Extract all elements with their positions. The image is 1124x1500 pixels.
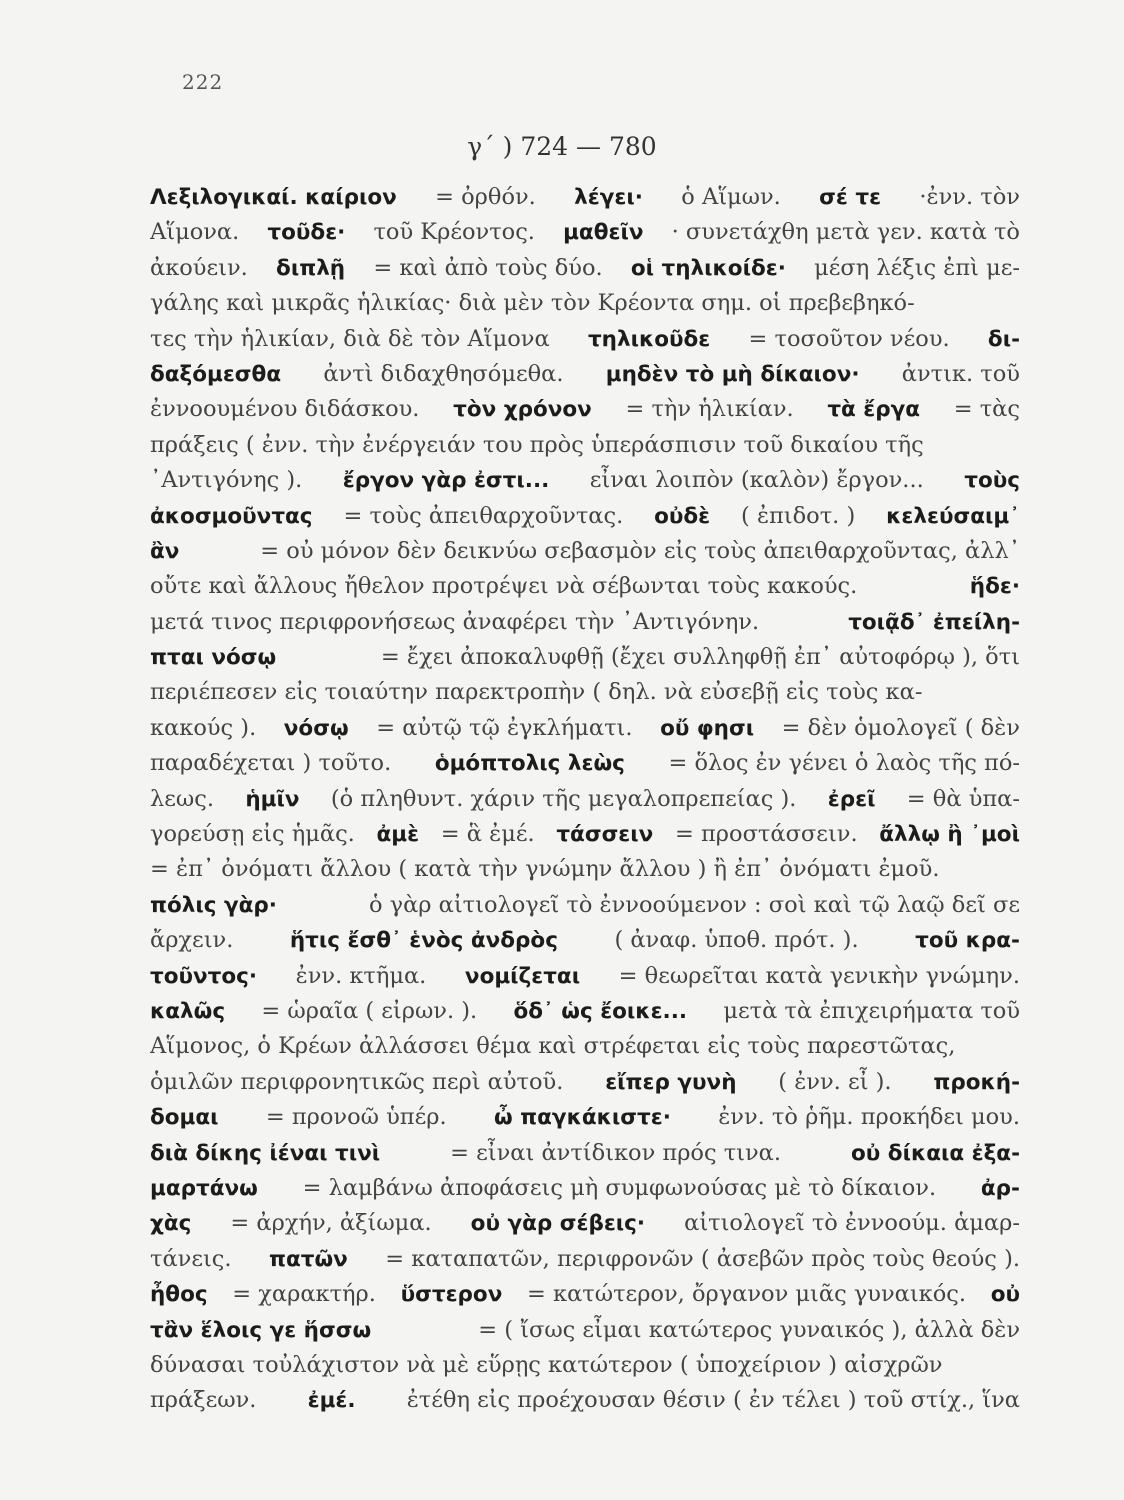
text-line bbox=[150, 1029, 1020, 1064]
gloss-text: = ὅλος ἐν γένει ὁ λαὸς τῆς πό- bbox=[668, 750, 1020, 777]
gloss-text: τοῦ Κρέοντος. bbox=[373, 219, 535, 246]
text-line bbox=[150, 569, 1020, 604]
gloss-text: = κατώτερον, ὄργανον μιᾶς γυναικός. bbox=[527, 1281, 967, 1308]
gloss-text: = ἀρχήν, ἀξίωμα. bbox=[230, 1210, 432, 1237]
gloss-text: ἐνν. κτῆμα. bbox=[295, 962, 427, 989]
text-line bbox=[150, 428, 1020, 463]
gloss-text: = τοσοῦτον νέου. bbox=[748, 325, 950, 352]
text-line bbox=[150, 1136, 1020, 1171]
gloss-text: ᾿Αντιγόνης ). bbox=[150, 467, 303, 494]
text-line bbox=[150, 215, 1020, 250]
lemma-term: ὅδ᾿ ὡς ἔοικε... bbox=[513, 998, 688, 1024]
text-line bbox=[150, 1277, 1020, 1312]
lemma-term: τοῦ κρα- bbox=[915, 928, 1020, 954]
lemma-term: ἡμῖν bbox=[245, 786, 300, 812]
gloss-text: = ἃ ἐμέ. bbox=[440, 821, 535, 848]
lemma-term: ὁμόπτολις λεὼς bbox=[434, 751, 625, 777]
text-line bbox=[150, 711, 1020, 746]
lemma-term: χὰς bbox=[150, 1211, 192, 1237]
lemma-term: ἐμέ. bbox=[307, 1388, 356, 1414]
gloss-text: Αἵμονα. bbox=[150, 219, 240, 246]
lemma-term: ὦ παγκάκιστε· bbox=[493, 1105, 671, 1131]
gloss-text: = ( ἴσως εἶμαι κατώτερος γυναικός ), ἀλλὰ δὲν bbox=[478, 1316, 1020, 1343]
gloss-text: = οὐ μόνον δὲν δεικνύω σεβασμὸν εἰς τοὺς ἀπειθαρχοῦντας, ἀλλ᾿ bbox=[260, 537, 1020, 564]
lemma-term: διὰ δίκης ἰέναι τινὶ bbox=[150, 1140, 381, 1166]
gloss-text: = χαρακτήρ. bbox=[232, 1281, 376, 1308]
lemma-term: νομίζεται bbox=[464, 963, 581, 989]
lemma-term: οὐδὲ bbox=[654, 503, 711, 529]
text-line bbox=[150, 852, 1020, 887]
gloss-text: (ὁ πληθυντ. χάριν τῆς μεγαλοπρεπείας ). bbox=[330, 785, 797, 812]
gloss-text: λεως. bbox=[150, 785, 215, 812]
text-line bbox=[150, 534, 1020, 569]
lemma-term: τάσσειν bbox=[556, 822, 654, 848]
lemma-term: λέγει· bbox=[574, 185, 643, 210]
lemma-term: τὰ ἔργα bbox=[827, 397, 921, 423]
text-line bbox=[150, 817, 1020, 852]
gloss-text: = προστάσσειν. bbox=[675, 821, 858, 848]
gloss-text: = θεωρεῖται κατὰ γενικὴν γνώμην. bbox=[618, 962, 1020, 989]
gloss-text: = ὀρθόν. bbox=[435, 184, 536, 210]
lemma-term: προκή- bbox=[933, 1069, 1020, 1095]
lemma-term: οὐ bbox=[990, 1282, 1020, 1308]
lemma-term: οὔ φησι bbox=[660, 715, 755, 741]
gloss-text: ὁ Αἵμων. bbox=[681, 184, 781, 210]
text-line bbox=[150, 605, 1020, 640]
gloss-text: μετά τινος περιφρονήσεως ἀναφέρει τὴν ᾿Αντιγόνην. bbox=[150, 608, 760, 635]
text-line bbox=[150, 499, 1020, 534]
lemma-term: οὐ δίκαια ἐξα- bbox=[851, 1140, 1020, 1166]
lemma-term: μαθεῖν bbox=[563, 220, 644, 246]
text-line bbox=[150, 322, 1020, 357]
lemma-term: τοὺς bbox=[964, 468, 1020, 494]
gloss-text: = αὐτῷ τῷ ἐγκλήματι. bbox=[376, 714, 633, 741]
gloss-text: ( ἐνν. εἶ ). bbox=[778, 1068, 892, 1095]
gloss-text: = δὲν ὁμολογεῖ ( δὲν bbox=[781, 714, 1020, 741]
gloss-text: ἀντὶ διδαχθησόμεθα. bbox=[323, 360, 564, 387]
lemma-term: δομαι bbox=[150, 1105, 219, 1131]
lemma-term: ἥδε· bbox=[969, 574, 1020, 600]
gloss-text: παραδέχεται ) τοῦτο. bbox=[150, 750, 392, 777]
text-line bbox=[150, 1100, 1020, 1135]
gloss-text: = λαμβάνω ἀποφάσεις μὴ συμφωνούσας μὲ τὸ δίκαιον. bbox=[302, 1174, 937, 1201]
gloss-text: ἐτέθη εἰς προέχουσαν θέσιν ( ἐν τέλει ) τοῦ στίχ., ἵνα bbox=[406, 1387, 1020, 1414]
gloss-text: = καταπατῶν, περιφρονῶν ( ἀσεβῶν πρὸς τοὺς θεούς ). bbox=[385, 1245, 1020, 1272]
text-line bbox=[150, 1313, 1020, 1348]
section-heading: γ΄ ) 724 — 780 bbox=[467, 132, 657, 161]
page-number: 222 bbox=[182, 70, 224, 94]
text-line bbox=[150, 1171, 1020, 1206]
gloss-text: ( ἐπιδοτ. ) bbox=[741, 502, 856, 529]
gloss-text: = θὰ ὑπα- bbox=[906, 785, 1020, 812]
lemma-term: πόλις γὰρ· bbox=[150, 892, 277, 918]
gloss-text: · συνετάχθη μετὰ γεν. κατὰ τὸ bbox=[671, 219, 1020, 246]
gloss-text: ἀκούειν. bbox=[150, 254, 248, 281]
text-line bbox=[150, 463, 1020, 498]
gloss-text: εἶναι λοιπὸν (καλὸν) ἔργον... bbox=[589, 467, 924, 494]
gloss-text: = τὴν ἡλικίαν. bbox=[625, 396, 794, 423]
gloss-text: = ἔχει ἀποκαλυφθῇ (ἔχει συλληφθῇ ἐπ᾿ αὐτοφόρῳ ), ὅτι bbox=[380, 644, 1020, 671]
lemma-term: ἀρ- bbox=[980, 1175, 1020, 1201]
gloss-text: μετὰ τὰ ἐπιχειρήματα τοῦ bbox=[723, 997, 1020, 1024]
lemma-term: μηδὲν τὸ μὴ δίκαιον· bbox=[605, 361, 860, 387]
lemma-term: ἦθος bbox=[150, 1282, 208, 1308]
gloss-text: = εἶναι ἀντίδικον πρός τινα. bbox=[450, 1139, 782, 1166]
gloss-text: ὁ γὰρ αἰτιολογεῖ τὸ ἐννοούμενον : σοὶ καὶ τῷ λαῷ δεῖ σε bbox=[368, 891, 1020, 918]
lemma-term: οὐ γὰρ σέβεις· bbox=[470, 1211, 646, 1237]
lemma-term: διπλῇ bbox=[276, 255, 346, 281]
lemma-term: μαρτάνω bbox=[150, 1175, 258, 1201]
lemma-term: πται νόσῳ bbox=[150, 645, 277, 671]
gloss-text: = τοὺς ἀπειθαρχοῦντας. bbox=[343, 502, 624, 529]
lemma-term: κελεύσαιμ᾿ bbox=[886, 503, 1020, 529]
lemma-term: τοῦδε· bbox=[267, 220, 346, 246]
lemma-term: ὕστερον bbox=[400, 1282, 503, 1308]
text-line bbox=[150, 1242, 1020, 1277]
text-line bbox=[150, 1383, 1020, 1418]
gloss-text: ( ἀναφ. ὑποθ. πρότ. ). bbox=[614, 927, 859, 954]
text-line bbox=[150, 357, 1020, 392]
text-line bbox=[150, 746, 1020, 781]
gloss-text: = ἐπ᾿ ὀνόματι ἄλλου ( κατὰ τὴν γνώμην ἄλλου ) ἢ ἐπ᾿ ὀνόματι ἐμοῦ. bbox=[150, 856, 940, 883]
text-line bbox=[150, 1065, 1020, 1100]
gloss-text: οὔτε καὶ ἄλλους ἤθελον προτρέψει νὰ σέβωνται τοὺς κακούς. bbox=[150, 573, 858, 600]
text-line bbox=[150, 888, 1020, 923]
gloss-text: πράξεις ( ἐνν. τὴν ἐνέργειάν του πρὸς ὑπεράσπισιν τοῦ δικαίου τῆς bbox=[150, 431, 924, 458]
gloss-text: ἐννοουμένου διδάσκου. bbox=[150, 396, 420, 423]
gloss-text: = προνοῶ ὑπέρ. bbox=[265, 1104, 447, 1131]
lemma-term: νόσῳ bbox=[283, 715, 349, 741]
lemma-term: τοιᾷδ᾿ ἐπείλη- bbox=[848, 609, 1020, 635]
lemma-term: δι- bbox=[987, 326, 1020, 352]
lemma-term: καλῶς bbox=[150, 998, 226, 1024]
gloss-text: μέση λέξις ἐπὶ με- bbox=[814, 254, 1020, 281]
gloss-text: δύνασαι τοὐλάχιστον νὰ μὲ εὕρῃς κατώτερον ( ὑποχείριον ) αἰσχρῶν bbox=[150, 1351, 943, 1378]
gloss-text: ἐνν. τὸ ῥῆμ. προκήδει μου. bbox=[718, 1104, 1020, 1131]
gloss-text: γάλης καὶ μικρᾶς ἡλικίας· διὰ μὲν τὸν Κρέοντα σημ. οἱ πρεβεβηκό- bbox=[150, 290, 915, 317]
text-line bbox=[150, 923, 1020, 958]
lemma-term: σέ τε bbox=[819, 185, 882, 210]
gloss-text: ἄρχειν. bbox=[150, 927, 234, 954]
gloss-text: ἀντικ. τοῦ bbox=[901, 360, 1020, 387]
gloss-text: κακούς ). bbox=[150, 714, 257, 741]
lemma-term: ἔργον γὰρ ἐστι... bbox=[342, 468, 550, 494]
text-line bbox=[150, 392, 1020, 427]
lemma-term: ἂν bbox=[150, 538, 180, 564]
gloss-text: τάνεις. bbox=[150, 1245, 232, 1272]
text-line bbox=[150, 251, 1020, 286]
gloss-text: ὁμιλῶν περιφρονητικῶς περὶ αὐτοῦ. bbox=[150, 1068, 564, 1095]
gloss-text: τες τὴν ἡλικίαν, διὰ δὲ τὸν Αἵμονα bbox=[150, 325, 550, 352]
text-line bbox=[150, 994, 1020, 1029]
text-line bbox=[150, 1206, 1020, 1241]
gloss-text: = ὡραῖα ( εἰρων. ). bbox=[261, 997, 478, 1024]
gloss-text: αἰτιολογεῖ τὸ ἐννοούμ. ἁμαρ- bbox=[684, 1210, 1020, 1237]
lemma-term: ἀκοσμοῦντας bbox=[150, 503, 313, 529]
text-line bbox=[150, 640, 1020, 675]
gloss-text: περιέπεσεν εἰς τοιαύτην παρεκτροπὴν ( δηλ. νὰ εὐσεβῇ εἰς τοὺς κα- bbox=[150, 679, 923, 706]
text-line bbox=[150, 1348, 1020, 1383]
lemma-term: τοῦντος· bbox=[150, 963, 258, 989]
gloss-text: = τὰς bbox=[953, 396, 1020, 423]
gloss-text: Αἵμονος, ὁ Κρέων ἀλλάσσει θέμα καὶ στρέφεται εἰς τοὺς παρεστῶτας, bbox=[150, 1033, 956, 1060]
commentary-text bbox=[150, 180, 1020, 1419]
gloss-text: = καὶ ἀπὸ τοὺς δύο. bbox=[373, 254, 603, 281]
lemma-term: ἥτις ἔσθ᾿ ἑνὸς ἀνδρὸς bbox=[289, 928, 558, 954]
gloss-text: πράξεων. bbox=[150, 1387, 257, 1414]
lemma-term: τὸν χρόνον bbox=[453, 397, 592, 423]
lemma-term: δαξόμεσθα bbox=[150, 361, 282, 387]
gloss-text: ·ἐνν. τὸν bbox=[919, 184, 1020, 210]
lemma-term: εἴπερ γυνὴ bbox=[605, 1069, 737, 1095]
lemma-term: ἐρεῖ bbox=[827, 786, 876, 812]
text-line bbox=[150, 959, 1020, 994]
lemma-term: τἂν ἕλοις γε ἥσσω bbox=[150, 1317, 372, 1343]
lemma-term: οἱ τηλικοίδε· bbox=[630, 255, 786, 281]
lemma-term: ἄλλῳ ἢ ᾿μοὶ bbox=[879, 822, 1020, 848]
lemma-term: ἀμὲ bbox=[376, 822, 420, 848]
text-line bbox=[150, 782, 1020, 817]
text-line bbox=[150, 286, 1020, 321]
lemma-term: Λεξιλογικαί. καίριον bbox=[150, 185, 397, 210]
text-line bbox=[150, 675, 1020, 710]
gloss-text: γορεύσῃ εἰς ἡμᾶς. bbox=[150, 821, 355, 848]
lemma-term: πατῶν bbox=[269, 1246, 348, 1272]
lemma-term: τηλικοῦδε bbox=[587, 326, 711, 352]
text-line bbox=[150, 180, 1020, 215]
